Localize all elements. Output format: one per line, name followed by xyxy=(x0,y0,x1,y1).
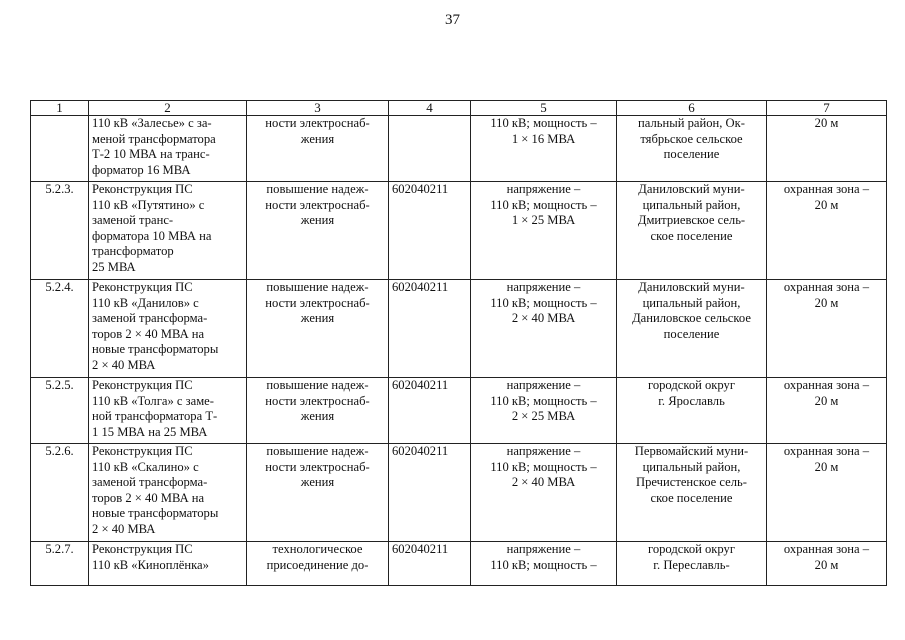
project-name-text: форматора 10 МВА на xyxy=(92,228,212,243)
object-code-text: 602040211 xyxy=(392,378,449,392)
object-parameters-cell xyxy=(471,444,617,542)
object-parameters-text: напряжение – xyxy=(506,378,581,392)
table-row xyxy=(31,444,887,542)
table-row xyxy=(31,542,887,586)
zone-info-text: охранная зона – xyxy=(783,280,870,294)
project-name-text: торов 2 × 40 МВА на xyxy=(92,326,205,341)
project-purpose-text: ности электроснаб- xyxy=(265,116,370,130)
item-number-cell xyxy=(31,182,89,280)
project-name-text: Реконструкция ПС xyxy=(92,182,193,196)
location-text: пальный район, Ок- xyxy=(638,116,745,130)
column-header-1: 1 xyxy=(31,101,89,116)
project-purpose-cell xyxy=(247,280,389,378)
project-name-cell xyxy=(89,542,247,586)
zone-info-cell xyxy=(767,280,887,378)
project-name-text: 110 кВ «Залесье» с за- xyxy=(92,116,212,130)
project-name-text: ной трансформатора Т- xyxy=(92,409,218,424)
location-text: Даниловское сельское xyxy=(632,311,751,326)
column-header-6: 6 xyxy=(617,101,767,116)
location-text: Первомайский муни- xyxy=(634,444,749,458)
location-cell xyxy=(617,280,767,378)
zone-info-cell xyxy=(767,378,887,444)
project-name-text: 110 кВ «Киноплёнка» xyxy=(92,557,209,572)
project-name-text: заменой трансформа- xyxy=(92,311,208,326)
project-name-text: Реконструкция ПС xyxy=(92,542,193,556)
object-parameters-text: 110 кВ; мощность – xyxy=(490,197,597,212)
object-code-cell xyxy=(389,116,471,182)
project-purpose-cell xyxy=(247,378,389,444)
item-number-cell xyxy=(31,444,89,542)
location-text: ципальный район, xyxy=(642,459,741,474)
location-text: ципальный район, xyxy=(642,197,741,212)
project-purpose-text: жения xyxy=(300,475,335,490)
project-name-text: 110 кВ «Скалино» с xyxy=(92,459,199,474)
location-text: поселение xyxy=(663,326,720,341)
object-parameters-text: напряжение – xyxy=(506,444,581,458)
location-text: Даниловский муни- xyxy=(638,280,745,294)
item-number-cell xyxy=(31,542,89,586)
location-text: ское поселение xyxy=(650,490,733,505)
location-text: городской округ xyxy=(647,542,736,556)
object-code-text: 602040211 xyxy=(392,542,449,556)
project-name-cell xyxy=(89,182,247,280)
table-row xyxy=(31,378,887,444)
item-number-text: 5.2.5. xyxy=(45,378,74,392)
object-parameters-cell xyxy=(471,542,617,586)
object-parameters-text: напряжение – xyxy=(506,182,581,196)
location-cell xyxy=(617,116,767,182)
project-purpose-text: жения xyxy=(300,409,335,424)
project-name-text: Реконструкция ПС xyxy=(92,378,193,392)
item-number-text: 5.2.4. xyxy=(45,280,74,294)
location-text: г. Переславль- xyxy=(653,557,730,572)
table-row xyxy=(31,182,887,280)
project-purpose-cell xyxy=(247,116,389,182)
project-purpose-cell xyxy=(247,182,389,280)
project-purpose-text: ности электроснаб- xyxy=(265,459,370,474)
location-cell xyxy=(617,542,767,586)
object-parameters-text: 2 × 40 МВА xyxy=(511,311,576,326)
item-number-text: 5.2.3. xyxy=(45,182,74,196)
zone-info-text: 20 м xyxy=(814,116,839,130)
header-row xyxy=(31,101,887,116)
object-code-cell xyxy=(389,378,471,444)
project-name-text: 110 кВ «Путятино» с xyxy=(92,197,205,212)
project-purpose-cell xyxy=(247,542,389,586)
column-header-4: 4 xyxy=(389,101,471,116)
location-text: тябрьское сельское xyxy=(640,131,743,146)
project-name-cell xyxy=(89,280,247,378)
zone-info-cell xyxy=(767,542,887,586)
project-purpose-text: повышение надеж- xyxy=(266,444,369,458)
project-name-text: 1 15 МВА на 25 МВА xyxy=(92,424,208,439)
project-purpose-text: жения xyxy=(300,311,335,326)
location-cell xyxy=(617,182,767,280)
projects-table xyxy=(30,100,887,586)
project-name-text: 2 × 40 МВА xyxy=(92,357,156,372)
object-code-text: 602040211 xyxy=(392,182,449,196)
location-text: городской округ xyxy=(647,378,736,392)
project-purpose-text: ности электроснаб- xyxy=(265,295,370,310)
location-text: Пречистенское сель- xyxy=(636,475,747,490)
item-number-text: 5.2.6. xyxy=(45,444,74,458)
project-purpose-cell xyxy=(247,444,389,542)
project-name-text: трансформатор xyxy=(92,244,174,259)
project-purpose-text: повышение надеж- xyxy=(266,378,369,392)
object-parameters-text: 2 × 40 МВА xyxy=(511,475,576,490)
project-name-cell xyxy=(89,444,247,542)
project-name-text: Реконструкция ПС xyxy=(92,280,193,294)
object-code-text: 602040211 xyxy=(392,444,449,458)
project-purpose-text: жения xyxy=(300,213,335,228)
project-purpose-text: технологическое xyxy=(272,542,363,556)
project-name-text: новые трансформаторы xyxy=(92,506,219,521)
project-name-text: торов 2 × 40 МВА на xyxy=(92,490,205,505)
zone-info-text: 20 м xyxy=(814,393,839,408)
location-text: ципальный район, xyxy=(642,295,741,310)
zone-info-text: охранная зона – xyxy=(783,444,870,458)
object-parameters-text: напряжение – xyxy=(506,280,581,294)
column-header-5: 5 xyxy=(471,101,617,116)
project-name-text: 2 × 40 МВА xyxy=(92,521,156,536)
project-name-text: заменой трансформа- xyxy=(92,475,208,490)
object-code-cell xyxy=(389,280,471,378)
zone-info-text: 20 м xyxy=(814,295,839,310)
item-number-cell xyxy=(31,378,89,444)
location-text: г. Ярославль xyxy=(658,393,725,408)
location-cell xyxy=(617,378,767,444)
table-row xyxy=(31,280,887,378)
item-number-cell xyxy=(31,116,89,182)
project-name-text: 110 кВ «Данилов» с xyxy=(92,295,199,310)
location-text: поселение xyxy=(663,147,720,162)
project-name-text: Т-2 10 МВА на транс- xyxy=(92,147,210,162)
project-purpose-text: ности электроснаб- xyxy=(265,197,370,212)
object-code-text: 602040211 xyxy=(392,280,449,294)
column-header-7: 7 xyxy=(767,101,887,116)
location-text: ское поселение xyxy=(650,228,733,243)
object-parameters-cell xyxy=(471,378,617,444)
zone-info-text: охранная зона – xyxy=(783,378,870,392)
project-name-text: заменой транс- xyxy=(92,213,174,228)
table-row xyxy=(31,116,887,182)
item-number-text: 5.2.7. xyxy=(45,542,74,556)
project-purpose-text: повышение надеж- xyxy=(266,182,369,196)
column-header-2: 2 xyxy=(89,101,247,116)
object-parameters-text: 1 × 16 МВА xyxy=(511,131,576,146)
zone-info-text: 20 м xyxy=(814,459,839,474)
object-parameters-cell xyxy=(471,182,617,280)
object-parameters-cell xyxy=(471,116,617,182)
project-name-text: новые трансформаторы xyxy=(92,342,219,357)
column-header-3: 3 xyxy=(247,101,389,116)
zone-info-cell xyxy=(767,182,887,280)
project-name-cell xyxy=(89,378,247,444)
zone-info-text: охранная зона – xyxy=(783,182,870,196)
project-name-text: форматор 16 МВА xyxy=(92,162,191,177)
object-parameters-text: 2 × 25 МВА xyxy=(511,409,576,424)
location-text: Даниловский муни- xyxy=(638,182,745,196)
project-purpose-text: ности электроснаб- xyxy=(265,393,370,408)
project-purpose-text: повышение надеж- xyxy=(266,280,369,294)
object-parameters-text: 1 × 25 МВА xyxy=(511,213,576,228)
project-purpose-text: присоединение до- xyxy=(266,557,369,572)
project-purpose-text: жения xyxy=(300,131,335,146)
zone-info-cell xyxy=(767,444,887,542)
zone-info-text: 20 м xyxy=(814,197,839,212)
object-code-cell xyxy=(389,542,471,586)
object-parameters-text: 110 кВ; мощность – xyxy=(490,459,597,474)
project-name-text: 25 МВА xyxy=(92,259,136,274)
page-number: 37 xyxy=(445,12,460,28)
object-code-cell xyxy=(389,182,471,280)
zone-info-text: 20 м xyxy=(814,557,839,572)
zone-info-text: охранная зона – xyxy=(783,542,870,556)
object-code-cell xyxy=(389,444,471,542)
project-name-text: 110 кВ «Толга» с заме- xyxy=(92,393,214,408)
location-text: Дмитриевское сель- xyxy=(637,213,746,228)
object-parameters-cell xyxy=(471,280,617,378)
zone-info-cell xyxy=(767,116,887,182)
object-parameters-text: напряжение – xyxy=(506,542,581,556)
project-name-text: меной трансформатора xyxy=(92,131,216,146)
object-parameters-text: 110 кВ; мощность – xyxy=(490,116,597,130)
object-parameters-text: 110 кВ; мощность – xyxy=(490,393,597,408)
project-name-text: Реконструкция ПС xyxy=(92,444,193,458)
object-parameters-text: 110 кВ; мощность – xyxy=(490,557,597,572)
object-parameters-text: 110 кВ; мощность – xyxy=(490,295,597,310)
project-name-cell xyxy=(89,116,247,182)
item-number-cell xyxy=(31,280,89,378)
location-cell xyxy=(617,444,767,542)
